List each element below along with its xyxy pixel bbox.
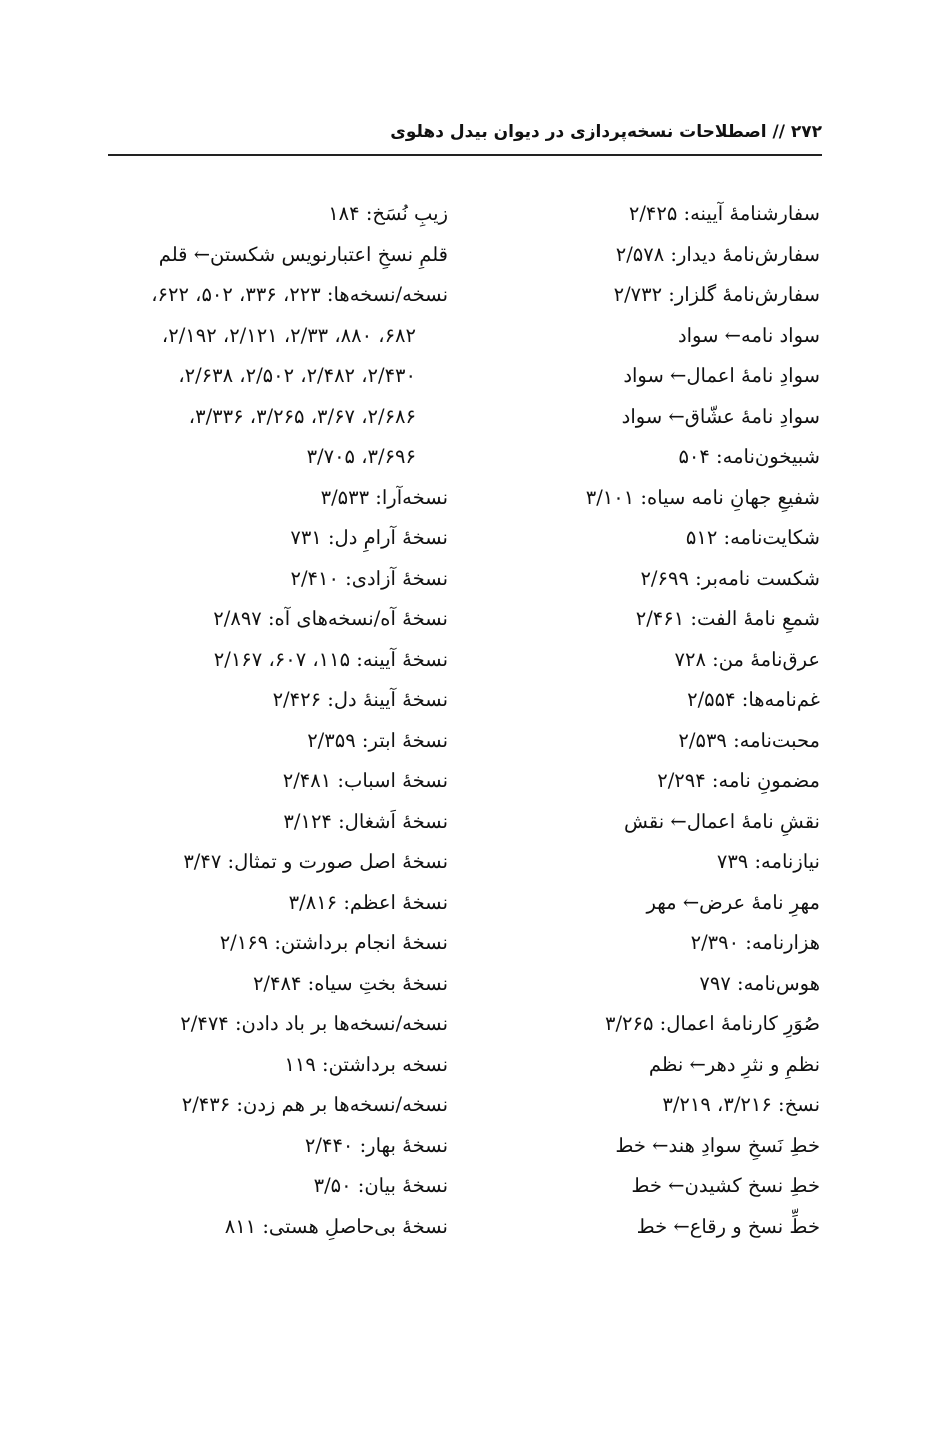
index-entry: شکست نامه‌بر: ۲/۶۹۹ — [640, 566, 820, 590]
index-entry: شمعِ نامهٔ الفت: ۲/۴۶۱ — [635, 607, 820, 630]
index-entry: نسخهٔ آه/نسخه‌های آه: ۲/۸۹۷ — [213, 607, 448, 630]
index-entry: نسخهٔ انجام برداشتن: ۲/۱۶۹ — [219, 931, 448, 954]
index-entry: نیازنامه: ۷۳۹ — [716, 850, 820, 873]
index-entry: نسخهٔ بی‌حاصلِ هستی: ۸۱۱ — [224, 1214, 448, 1238]
index-entry: نسخهٔ اعظم: ۳/۸۱۶ — [288, 890, 448, 914]
index-entry: نسخهٔ آرامِ دل: ۷۳۱ — [290, 526, 448, 549]
index-entry: محبت‌نامه: ۲/۵۳۹ — [678, 728, 820, 752]
index-entry: نسخهٔ آزادی: ۲/۴۱۰ — [290, 566, 448, 590]
index-entry: غم‌نامه‌ها: ۲/۵۵۴ — [687, 688, 820, 711]
index-entry: خطِ نَسخِ سوادِ هند← خط — [615, 1133, 820, 1157]
index-entry: شبیخون‌نامه: ۵۰۴ — [678, 445, 820, 468]
index-entry: زیبِ نُسَخ: ۱۸۴ — [328, 202, 448, 225]
index-entry: نسخهٔ اصل صورت و تمثال: ۳/۴۷ — [183, 850, 448, 873]
index-entry: نسخه/نسخه‌ها بر هم زدن: ۲/۴۳۶ — [181, 1093, 448, 1116]
index-entry: نظمِ و نثرِ دهر← نظم — [648, 1052, 820, 1076]
index-entry: نسخهٔ آیینه: ۱۱۵، ۶۰۷، ۲/۱۶۷ — [213, 647, 448, 671]
index-entry: نسخهٔ بختِ سیاه: ۲/۴۸۴ — [252, 971, 448, 995]
index-entry: سواد نامه← سواد — [677, 323, 820, 347]
index-entry-continuation: ۲/۶۸۶، ۳/۶۷، ۳/۲۶۵، ۳/۳۳۶، — [188, 404, 416, 428]
index-column-left — [103, 194, 448, 1247]
index-entry-continuation: ۶۸۲، ۸۸۰، ۲/۳۳، ۲/۱۲۱، ۲/۱۹۲، — [161, 323, 416, 347]
index-entry: خطِّ نسخ و رقاع← خط — [636, 1214, 820, 1238]
index-entry-continuation: ۲/۴۳۰، ۲/۴۸۲، ۲/۵۰۲، ۲/۶۳۸، — [178, 364, 416, 387]
index-entry: نسخه/نسخه‌ها بر باد دادن: ۲/۴۷۴ — [180, 1012, 448, 1035]
index-entry: نسخه برداشتن: ۱۱۹ — [284, 1052, 448, 1076]
index-entry: مضمونِ نامه: ۲/۲۹۴ — [657, 769, 820, 792]
index-entry-continuation: ۳/۶۹۶، ۳/۷۰۵ — [306, 445, 416, 468]
index-entry: سوادِ نامهٔ اعمال← سواد — [623, 364, 820, 387]
index-entry: نسخهٔ بهار: ۲/۴۴۰ — [304, 1133, 448, 1157]
index-entry: نسخ: ۳/۲۱۶، ۳/۲۱۹ — [662, 1093, 820, 1116]
index-entry: نسخهٔ آیینهٔ دل: ۲/۴۲۶ — [272, 688, 448, 711]
index-entry: نسخه‌آرا: ۳/۵۳۳ — [320, 485, 448, 509]
index-entry: هزارنامه: ۲/۳۹۰ — [690, 931, 820, 954]
index-column-right — [490, 194, 820, 1247]
header-rule — [108, 154, 822, 156]
running-header: ۲۷۲ // اصطلاحات نسخه‌پردازی در دیوان بیدل دهلوی — [390, 122, 822, 142]
index-entry: سفارش‌نامهٔ دیدار: ۲/۵۷۸ — [615, 242, 820, 266]
index-entry: سفارش‌نامهٔ گلزار: ۲/۷۳۲ — [613, 283, 820, 306]
index-entry: قلمِ نسخِ اعتبارنویس شکستن← قلم — [158, 242, 448, 266]
index-entry: سفارشنامهٔ آیینه: ۲/۴۲۵ — [628, 202, 820, 225]
index-entry: هوس‌نامه: ۷۹۷ — [699, 971, 820, 995]
index-entry: سوادِ نامهٔ عشّاق← سواد — [621, 404, 820, 428]
index-entry: نسخهٔ اَشغال: ۳/۱۲۴ — [283, 809, 448, 833]
index-entry: نقشِ نامهٔ اعمال← نقش — [624, 809, 820, 833]
index-entry: نسخهٔ ابتر: ۲/۳۵۹ — [307, 728, 448, 752]
index-entry: نسخهٔ بیان: ۳/۵۰ — [313, 1174, 448, 1197]
index-entry: عرق‌نامهٔ من: ۷۲۸ — [674, 647, 820, 671]
index-entry: شفیعِ جهانِ نامه سیاه: ۳/۱۰۱ — [585, 485, 820, 509]
index-entry: نسخهٔ اسباب: ۲/۴۸۱ — [282, 769, 448, 792]
index-entry: صُوَرِ کارنامهٔ اعمال: ۳/۲۶۵ — [604, 1012, 820, 1035]
index-entry: نسخه/نسخه‌ها: ۲۲۳، ۳۳۶، ۵۰۲، ۶۲۲، — [151, 283, 448, 306]
index-entry: مهرِ نامهٔ عرض← مهر — [646, 890, 820, 914]
index-entry: خطِ نسخ کشیدن← خط — [631, 1174, 820, 1197]
index-entry: شکایت‌نامه: ۵۱۲ — [685, 526, 820, 549]
